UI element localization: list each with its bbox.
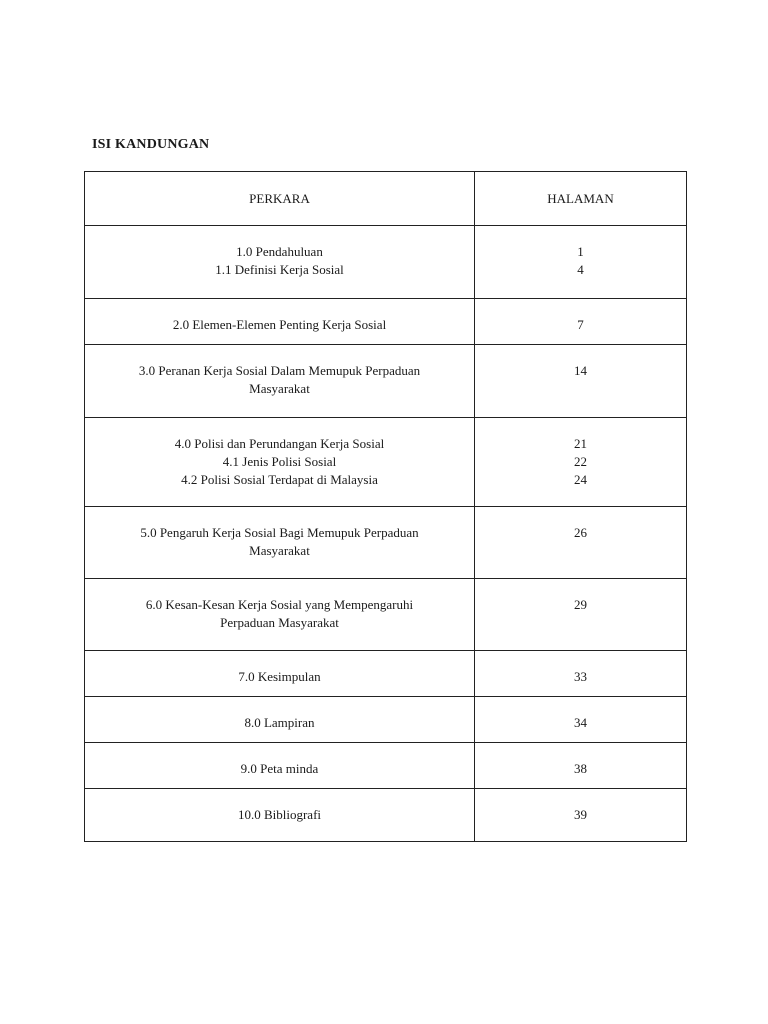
item-text: 7.0 Kesimpulan [238,669,321,684]
page-number: 7 [577,317,584,332]
table-header-row [85,172,687,226]
page-cell [475,418,687,507]
item-cell [85,789,475,842]
table-of-contents [84,171,687,842]
item-cell [85,743,475,789]
page-number: 21 [574,436,587,451]
item-text: 3.0 Peranan Kerja Sosial Dalam Memupuk Perpaduan [138,363,421,378]
page-number: 29 [574,597,587,612]
item-text: 2.0 Elemen-Elemen Penting Kerja Sosial [172,317,387,332]
table-row [85,507,687,579]
page-cell [475,226,687,299]
page-number: 14 [574,363,587,378]
page-title: ISI KANDUNGAN [92,137,210,152]
item-text: 6.0 Kesan-Kesan Kerja Sosial yang Mempengaruhi [145,597,414,612]
page-cell [475,789,687,842]
page-number: 34 [574,715,587,730]
page-cell [475,345,687,418]
item-text: 9.0 Peta minda [240,761,319,776]
page-cell [475,507,687,579]
item-text: 10.0 Bibliografi [237,807,322,822]
page-cell [475,697,687,743]
page-number: 39 [574,807,587,822]
page-number: 1 [577,244,584,259]
table-row [85,345,687,418]
item-cell [85,345,475,418]
table-row [85,299,687,345]
item-cell [85,579,475,651]
page-number: 24 [574,472,587,487]
item-text: 5.0 Pengaruh Kerja Sosial Bagi Memupuk Perpaduan [140,525,419,540]
table-row [85,418,687,507]
item-text: Perpaduan Masyarakat [220,615,339,630]
item-cell [85,418,475,507]
page-number: 22 [574,454,587,469]
item-text: 4.2 Polisi Sosial Terdapat di Malaysia [181,472,378,487]
item-cell [85,697,475,743]
item-cell [85,507,475,579]
table-row [85,789,687,842]
page-cell [475,579,687,651]
page-number: 26 [574,525,587,540]
column-header-halaman: HALAMAN [475,172,687,226]
item-text: 1.0 Pendahuluan [236,244,323,259]
item-text: Masyarakat [249,543,310,558]
table-row [85,697,687,743]
page-cell [475,299,687,345]
page-number: 4 [577,262,584,277]
table-row [85,226,687,299]
item-text: 4.0 Polisi dan Perundangan Kerja Sosial [174,436,385,451]
item-text: 1.1 Definisi Kerja Sosial [215,262,344,277]
item-text: 4.1 Jenis Polisi Sosial [222,454,337,469]
table-row [85,579,687,651]
page-number: 38 [574,761,587,776]
item-cell [85,226,475,299]
item-text: 8.0 Lampiran [244,715,315,730]
page-number: 33 [574,669,587,684]
table-row [85,651,687,697]
column-header-perkara: PERKARA [85,172,475,226]
table-row [85,743,687,789]
page-cell [475,651,687,697]
item-text: Masyarakat [249,381,310,396]
item-cell [85,299,475,345]
page-cell [475,743,687,789]
item-cell [85,651,475,697]
